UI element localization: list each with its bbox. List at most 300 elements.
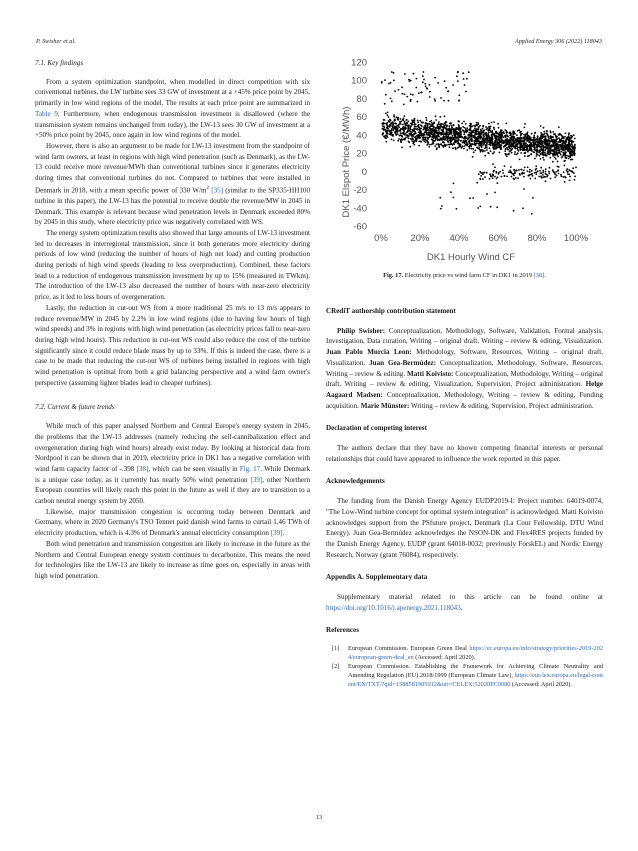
- data-point: [574, 179, 576, 181]
- data-point: [499, 140, 501, 142]
- data-point: [518, 169, 520, 171]
- data-point: [573, 134, 575, 136]
- data-point: [496, 206, 498, 208]
- data-point: [540, 137, 542, 139]
- data-point: [463, 145, 465, 147]
- data-point: [509, 135, 511, 137]
- data-point: [479, 141, 481, 143]
- data-point: [574, 138, 576, 140]
- data-point: [466, 137, 468, 139]
- data-point: [407, 131, 409, 133]
- data-point: [458, 134, 460, 136]
- data-point: [490, 150, 492, 152]
- data-point: [554, 145, 556, 147]
- data-point: [527, 166, 529, 168]
- data-point: [451, 140, 453, 142]
- data-point: [447, 129, 449, 131]
- figure-caption: Fig. 17. Electricity price vs wind farm CF in DK1 in 2019 [38].: [383, 272, 546, 279]
- data-point: [501, 140, 503, 142]
- data-point: [493, 133, 495, 135]
- data-point: [431, 131, 433, 133]
- section-7-1-title: 7.1. Key findings: [35, 59, 84, 67]
- data-point: [491, 142, 493, 144]
- data-point: [437, 133, 439, 135]
- data-point: [449, 144, 451, 146]
- data-point: [470, 124, 472, 126]
- data-point: [475, 131, 477, 133]
- data-point: [428, 133, 430, 135]
- data-point: [432, 129, 434, 131]
- data-point: [381, 123, 383, 125]
- data-point: [568, 142, 570, 144]
- data-point: [495, 147, 497, 149]
- data-point: [395, 132, 397, 134]
- data-point: [560, 146, 562, 148]
- data-point: [381, 81, 383, 83]
- data-point: [514, 153, 516, 155]
- data-point: [457, 143, 459, 145]
- data-point: [440, 132, 442, 134]
- data-point: [424, 122, 426, 124]
- data-point: [450, 191, 452, 193]
- y-tick-label: 40: [356, 130, 367, 142]
- data-point: [405, 137, 407, 139]
- data-point: [545, 149, 547, 151]
- data-point: [502, 172, 504, 174]
- competing-interest-text: The authors declare that they have no known competing financial interests or personal relationships that could have appeared to influence the work reported in this paper.: [326, 444, 603, 463]
- data-point: [412, 137, 414, 139]
- data-point: [435, 115, 437, 117]
- data-point: [523, 172, 525, 174]
- data-point: [550, 130, 552, 132]
- data-point: [398, 126, 400, 128]
- table-9-link[interactable]: Table 9: [35, 109, 58, 118]
- data-point: [431, 122, 433, 124]
- data-point: [394, 90, 396, 92]
- data-point: [485, 144, 487, 146]
- data-point: [396, 116, 398, 118]
- data-point: [494, 129, 496, 131]
- data-point: [519, 159, 521, 161]
- data-point: [566, 137, 568, 139]
- data-point: [565, 132, 567, 134]
- data-point: [434, 77, 436, 79]
- data-point: [397, 140, 399, 142]
- data-point: [543, 145, 545, 147]
- data-point: [523, 176, 525, 178]
- data-point: [565, 152, 567, 154]
- data-point: [469, 132, 471, 134]
- data-point: [438, 124, 440, 126]
- data-point: [388, 83, 390, 85]
- data-point: [529, 169, 531, 171]
- data-point: [533, 139, 535, 141]
- credit-statement: Philip Swisher: Conceptualization, Methodology, Software, Validation, Formal analysis, Investigation, Data curation, Writing – original draft, Writing – review & editing, Visualization. Juan Pablo Murcia Leon: Methodology, Software, Resources, Writing – original draft, Visualization. Juan Gea-Bermúdez: Conceptualization, Methodology, Software, Resources, Writing – review & editing. Matti Koivisto: Conceptualization, Methodology, Writing – original draft, Writing – review & editing, Visualization, Supervision, Project administration. Helge Aagaard Madsen: Conceptualization, Methodology, Writing – review & editing, Funding acquisition. Marie Münster: Writing – review & editing, Supervision, Project administration.: [326, 326, 603, 410]
- data-point: [478, 136, 480, 138]
- data-point: [498, 172, 500, 174]
- data-point: [382, 134, 384, 136]
- data-point: [502, 132, 504, 134]
- data-point: [492, 173, 494, 175]
- data-point: [522, 149, 524, 151]
- data-point: [497, 182, 499, 184]
- data-point: [517, 130, 519, 132]
- data-point: [408, 135, 410, 137]
- data-point: [382, 132, 384, 134]
- citation-39-link[interactable]: [39]: [250, 475, 263, 484]
- data-point: [570, 159, 572, 161]
- data-point: [550, 147, 552, 149]
- data-point: [515, 139, 517, 141]
- data-point: [454, 141, 456, 143]
- data-point: [408, 125, 410, 127]
- data-point: [454, 134, 456, 136]
- data-point: [389, 119, 391, 121]
- data-point: [426, 88, 428, 90]
- data-point: [493, 127, 495, 129]
- data-point: [505, 123, 507, 125]
- citation-38-link[interactable]: [38]: [533, 272, 545, 279]
- data-point: [481, 141, 483, 143]
- data-point: [404, 139, 406, 141]
- data-point: [464, 127, 466, 129]
- data-point: [437, 124, 439, 126]
- data-point: [523, 188, 525, 190]
- section-7-2-title: 7.2. Current & future trends: [35, 403, 115, 412]
- data-point: [479, 206, 481, 208]
- data-point: [520, 152, 522, 154]
- doi-link[interactable]: https://doi.org/10.1016/j.apenergy.2021.118043: [326, 603, 461, 612]
- data-point: [450, 142, 452, 144]
- data-point: [513, 175, 515, 177]
- data-point: [469, 141, 471, 143]
- data-point: [511, 176, 513, 178]
- data-point: [426, 134, 428, 136]
- data-point: [463, 121, 465, 123]
- data-point: [400, 135, 402, 137]
- data-point: [492, 163, 494, 165]
- data-point: [431, 129, 433, 131]
- data-point: [462, 72, 464, 74]
- data-point: [388, 116, 390, 118]
- data-point: [445, 138, 447, 140]
- data-point: [506, 138, 508, 140]
- data-point: [567, 150, 569, 152]
- data-point: [509, 151, 511, 153]
- data-point: [520, 140, 522, 142]
- data-point: [409, 133, 411, 135]
- data-point: [486, 149, 488, 151]
- data-point: [384, 103, 386, 105]
- data-point: [493, 170, 495, 172]
- data-point: [513, 178, 515, 180]
- data-point: [480, 136, 482, 138]
- data-point: [477, 131, 479, 133]
- data-point: [418, 126, 420, 128]
- data-point: [483, 142, 485, 144]
- data-point: [537, 135, 539, 137]
- data-point: [544, 176, 546, 178]
- x-tick-label: 40%: [449, 233, 469, 244]
- paragraph: Both wind penetration and transmission congestion are likely to increase in the future as the Northern and Central European energy system continues to decarbonize. This means the need for technologies like the LW-13 are likely to increase as time goes on, especially in areas with high wind penetration.: [35, 539, 310, 580]
- data-point: [401, 147, 403, 149]
- data-point: [555, 154, 557, 156]
- data-point: [465, 136, 467, 138]
- data-point: [532, 175, 534, 177]
- data-point: [506, 176, 508, 178]
- data-point: [477, 207, 479, 209]
- data-point: [437, 82, 439, 84]
- data-point: [558, 173, 560, 175]
- citation-38-link[interactable]: [38]: [136, 464, 149, 473]
- data-point: [449, 138, 451, 140]
- data-point: [492, 153, 494, 155]
- citation-39-link[interactable]: [39]: [270, 529, 283, 538]
- data-point: [523, 140, 525, 142]
- data-point: [442, 137, 444, 139]
- data-point: [514, 147, 516, 149]
- x-tick-label: 0%: [374, 233, 388, 244]
- data-point: [384, 79, 386, 81]
- data-point: [404, 93, 406, 95]
- data-point: [412, 94, 414, 96]
- data-point: [476, 122, 478, 124]
- data-point: [421, 125, 423, 127]
- data-point: [461, 145, 463, 147]
- data-point: [472, 137, 474, 139]
- data-point: [559, 133, 561, 135]
- data-point: [497, 123, 499, 125]
- data-point: [513, 169, 515, 171]
- data-point: [503, 146, 505, 148]
- y-tick-label: 60: [356, 112, 367, 124]
- reference-link[interactable]: https://ec.europa.eu/info/strategy/priorities-2019-2024/european-green-deal_en: [348, 645, 603, 661]
- citation-35-link[interactable]: [35]: [211, 186, 224, 195]
- data-point: [414, 133, 416, 135]
- data-point: [459, 130, 461, 132]
- data-point: [409, 80, 411, 82]
- fig-17-link[interactable]: Fig. 17: [239, 464, 261, 473]
- data-point: [480, 178, 482, 180]
- data-point: [509, 148, 511, 150]
- data-point: [429, 121, 431, 123]
- data-point: [387, 112, 389, 114]
- data-point: [422, 122, 424, 124]
- data-point: [548, 149, 550, 151]
- appendix-text: Supplementary material related to this article can be found online at https://doi.org/10.1016/j.apenergy.2021.118043.: [326, 593, 603, 612]
- left-column: [35, 56, 310, 582]
- data-point: [482, 150, 484, 152]
- paragraph: However, there is also an argument to be made for LW-13 investment from the standpoint of wind farm owners, at least in regions with high wind penetration (such as Denmark), as the LW-13 could receive more revenue/MWh than conventional turbines since it generates electricity during times that conventional turbines do not. Compared to turbines that were installed in Denmark in 2018, with a mean specific power of 330 $W/m^2$ [35] (similar to the SP335-HH100 turbine in this paper), the LW-13 has the potential to receive double the revenue/MW in 2045 in Denmark. This example is relevant because wind penetration levels in Denmark exceeded 80% by 2045 in this study, where electricity price was negatively correlated with WS.: [35, 141, 310, 227]
- data-point: [542, 149, 544, 151]
- data-point: [422, 135, 424, 137]
- data-point: [401, 121, 403, 123]
- data-point: [422, 133, 424, 135]
- data-point: [477, 123, 479, 125]
- data-point: [520, 137, 522, 139]
- data-point: [499, 152, 501, 154]
- data-point: [445, 87, 447, 89]
- data-point: [449, 146, 451, 148]
- data-point: [483, 135, 485, 137]
- data-point: [508, 171, 510, 173]
- x-tick-label: 100%: [563, 233, 589, 244]
- data-point: [408, 138, 410, 140]
- data-point: [453, 139, 455, 141]
- data-point: [540, 172, 542, 174]
- data-point: [483, 133, 485, 135]
- data-point: [486, 129, 488, 131]
- data-point: [420, 141, 422, 143]
- data-point: [466, 78, 468, 80]
- data-point: [534, 178, 536, 180]
- data-point: [476, 147, 478, 149]
- data-point: [535, 169, 537, 171]
- data-point: [427, 126, 429, 128]
- data-point: [552, 149, 554, 151]
- data-point: [558, 148, 560, 150]
- data-point: [569, 151, 571, 153]
- data-point: [568, 155, 570, 157]
- data-point: [555, 173, 557, 175]
- data-point: [554, 176, 556, 178]
- data-point: [413, 144, 415, 146]
- data-point: [486, 193, 488, 195]
- data-point: [404, 133, 406, 135]
- data-point: [552, 161, 554, 163]
- data-point: [479, 125, 481, 127]
- appendix-title: Appendix A. Supplementary data: [326, 573, 428, 582]
- data-point: [390, 82, 392, 84]
- reference-link[interactable]: https://eur-lex.europa.eu/legal-content/EN/TXT/?qid=1588581905912&uri=CELEX:52020PC0080: [348, 671, 603, 688]
- data-point: [471, 148, 473, 150]
- data-point: [538, 176, 540, 178]
- data-point: [424, 132, 426, 134]
- data-point: [501, 134, 503, 136]
- data-point: [478, 133, 480, 135]
- paragraph: From a system optimization standpoint, when modelled in direct competition with six conventional turbines, the LW turbine sees 33 GW of investment at a +45% price point by 2045, primarily in low wind regions of the model. The results at each price point are summarized in Table 9. Furthermore, when endogenous transmission investment is disallowed (where the transmission system remains unchanged from today), the LW-13 sees 30 GW of investment at a +50% price point by 2045, once again in low wind regions of the model.: [35, 77, 310, 140]
- data-point: [535, 165, 537, 167]
- data-point: [517, 149, 519, 151]
- data-point: [421, 91, 423, 93]
- data-point: [547, 174, 549, 176]
- data-point: [429, 123, 431, 125]
- data-point: [530, 140, 532, 142]
- data-point: [555, 148, 557, 150]
- data-point: [516, 134, 518, 136]
- data-point: [531, 139, 533, 141]
- data-point: [537, 151, 539, 153]
- data-point: [528, 140, 530, 142]
- data-point: [565, 154, 567, 156]
- data-point: [533, 151, 535, 153]
- data-point: [533, 143, 535, 145]
- data-point: [521, 133, 523, 135]
- data-point: [556, 136, 558, 138]
- data-point: [385, 94, 387, 96]
- data-point: [439, 116, 441, 118]
- data-point: [541, 133, 543, 135]
- data-point: [416, 78, 418, 80]
- data-point: [520, 149, 522, 151]
- data-point: [540, 158, 542, 160]
- data-point: [526, 138, 528, 140]
- data-point: [405, 123, 407, 125]
- data-point: [442, 141, 444, 143]
- data-point: [564, 176, 566, 178]
- data-point: [555, 171, 557, 173]
- data-point: [497, 176, 499, 178]
- data-point: [387, 128, 389, 130]
- data-point: [394, 127, 396, 129]
- data-point: [534, 172, 536, 174]
- data-point: [407, 121, 409, 123]
- data-point: [558, 137, 560, 139]
- data-point: [474, 134, 476, 136]
- data-point: [412, 130, 414, 132]
- data-point: [547, 143, 549, 145]
- data-point: [506, 132, 508, 134]
- data-point: [440, 97, 442, 99]
- data-point: [402, 129, 404, 131]
- data-point: [508, 143, 510, 145]
- data-point: [406, 119, 408, 121]
- data-point: [460, 127, 462, 129]
- data-point: [401, 138, 403, 140]
- data-point: [492, 139, 494, 141]
- data-point: [429, 126, 431, 128]
- data-point: [397, 125, 399, 127]
- data-point: [524, 127, 526, 129]
- data-point: [408, 79, 410, 81]
- data-point: [530, 154, 532, 156]
- data-point: [545, 135, 547, 137]
- data-point: [457, 72, 459, 74]
- data-point: [400, 132, 402, 134]
- data-point: [486, 147, 488, 149]
- data-point: [569, 179, 571, 181]
- data-point: [493, 151, 495, 153]
- data-point: [462, 126, 464, 128]
- data-point: [542, 157, 544, 159]
- data-point: [412, 140, 414, 142]
- data-point: [536, 141, 538, 143]
- data-point: [466, 127, 468, 129]
- data-point: [392, 135, 394, 137]
- data-point: [575, 167, 577, 169]
- data-point: [516, 146, 518, 148]
- data-point: [561, 156, 563, 158]
- data-point: [425, 126, 427, 128]
- data-point: [474, 150, 476, 152]
- data-point: [449, 140, 451, 142]
- data-point: [534, 132, 536, 134]
- data-point: [568, 169, 570, 171]
- data-point: [548, 173, 550, 175]
- data-point: [433, 122, 435, 124]
- data-point: [418, 92, 420, 94]
- data-point: [562, 176, 564, 178]
- data-point: [492, 177, 494, 179]
- data-point: [422, 129, 424, 131]
- data-point: [428, 146, 430, 148]
- data-point: [427, 141, 429, 143]
- data-point: [393, 114, 395, 116]
- data-point: [460, 133, 462, 135]
- data-point: [563, 154, 565, 156]
- data-point: [423, 137, 425, 139]
- data-point: [410, 123, 412, 125]
